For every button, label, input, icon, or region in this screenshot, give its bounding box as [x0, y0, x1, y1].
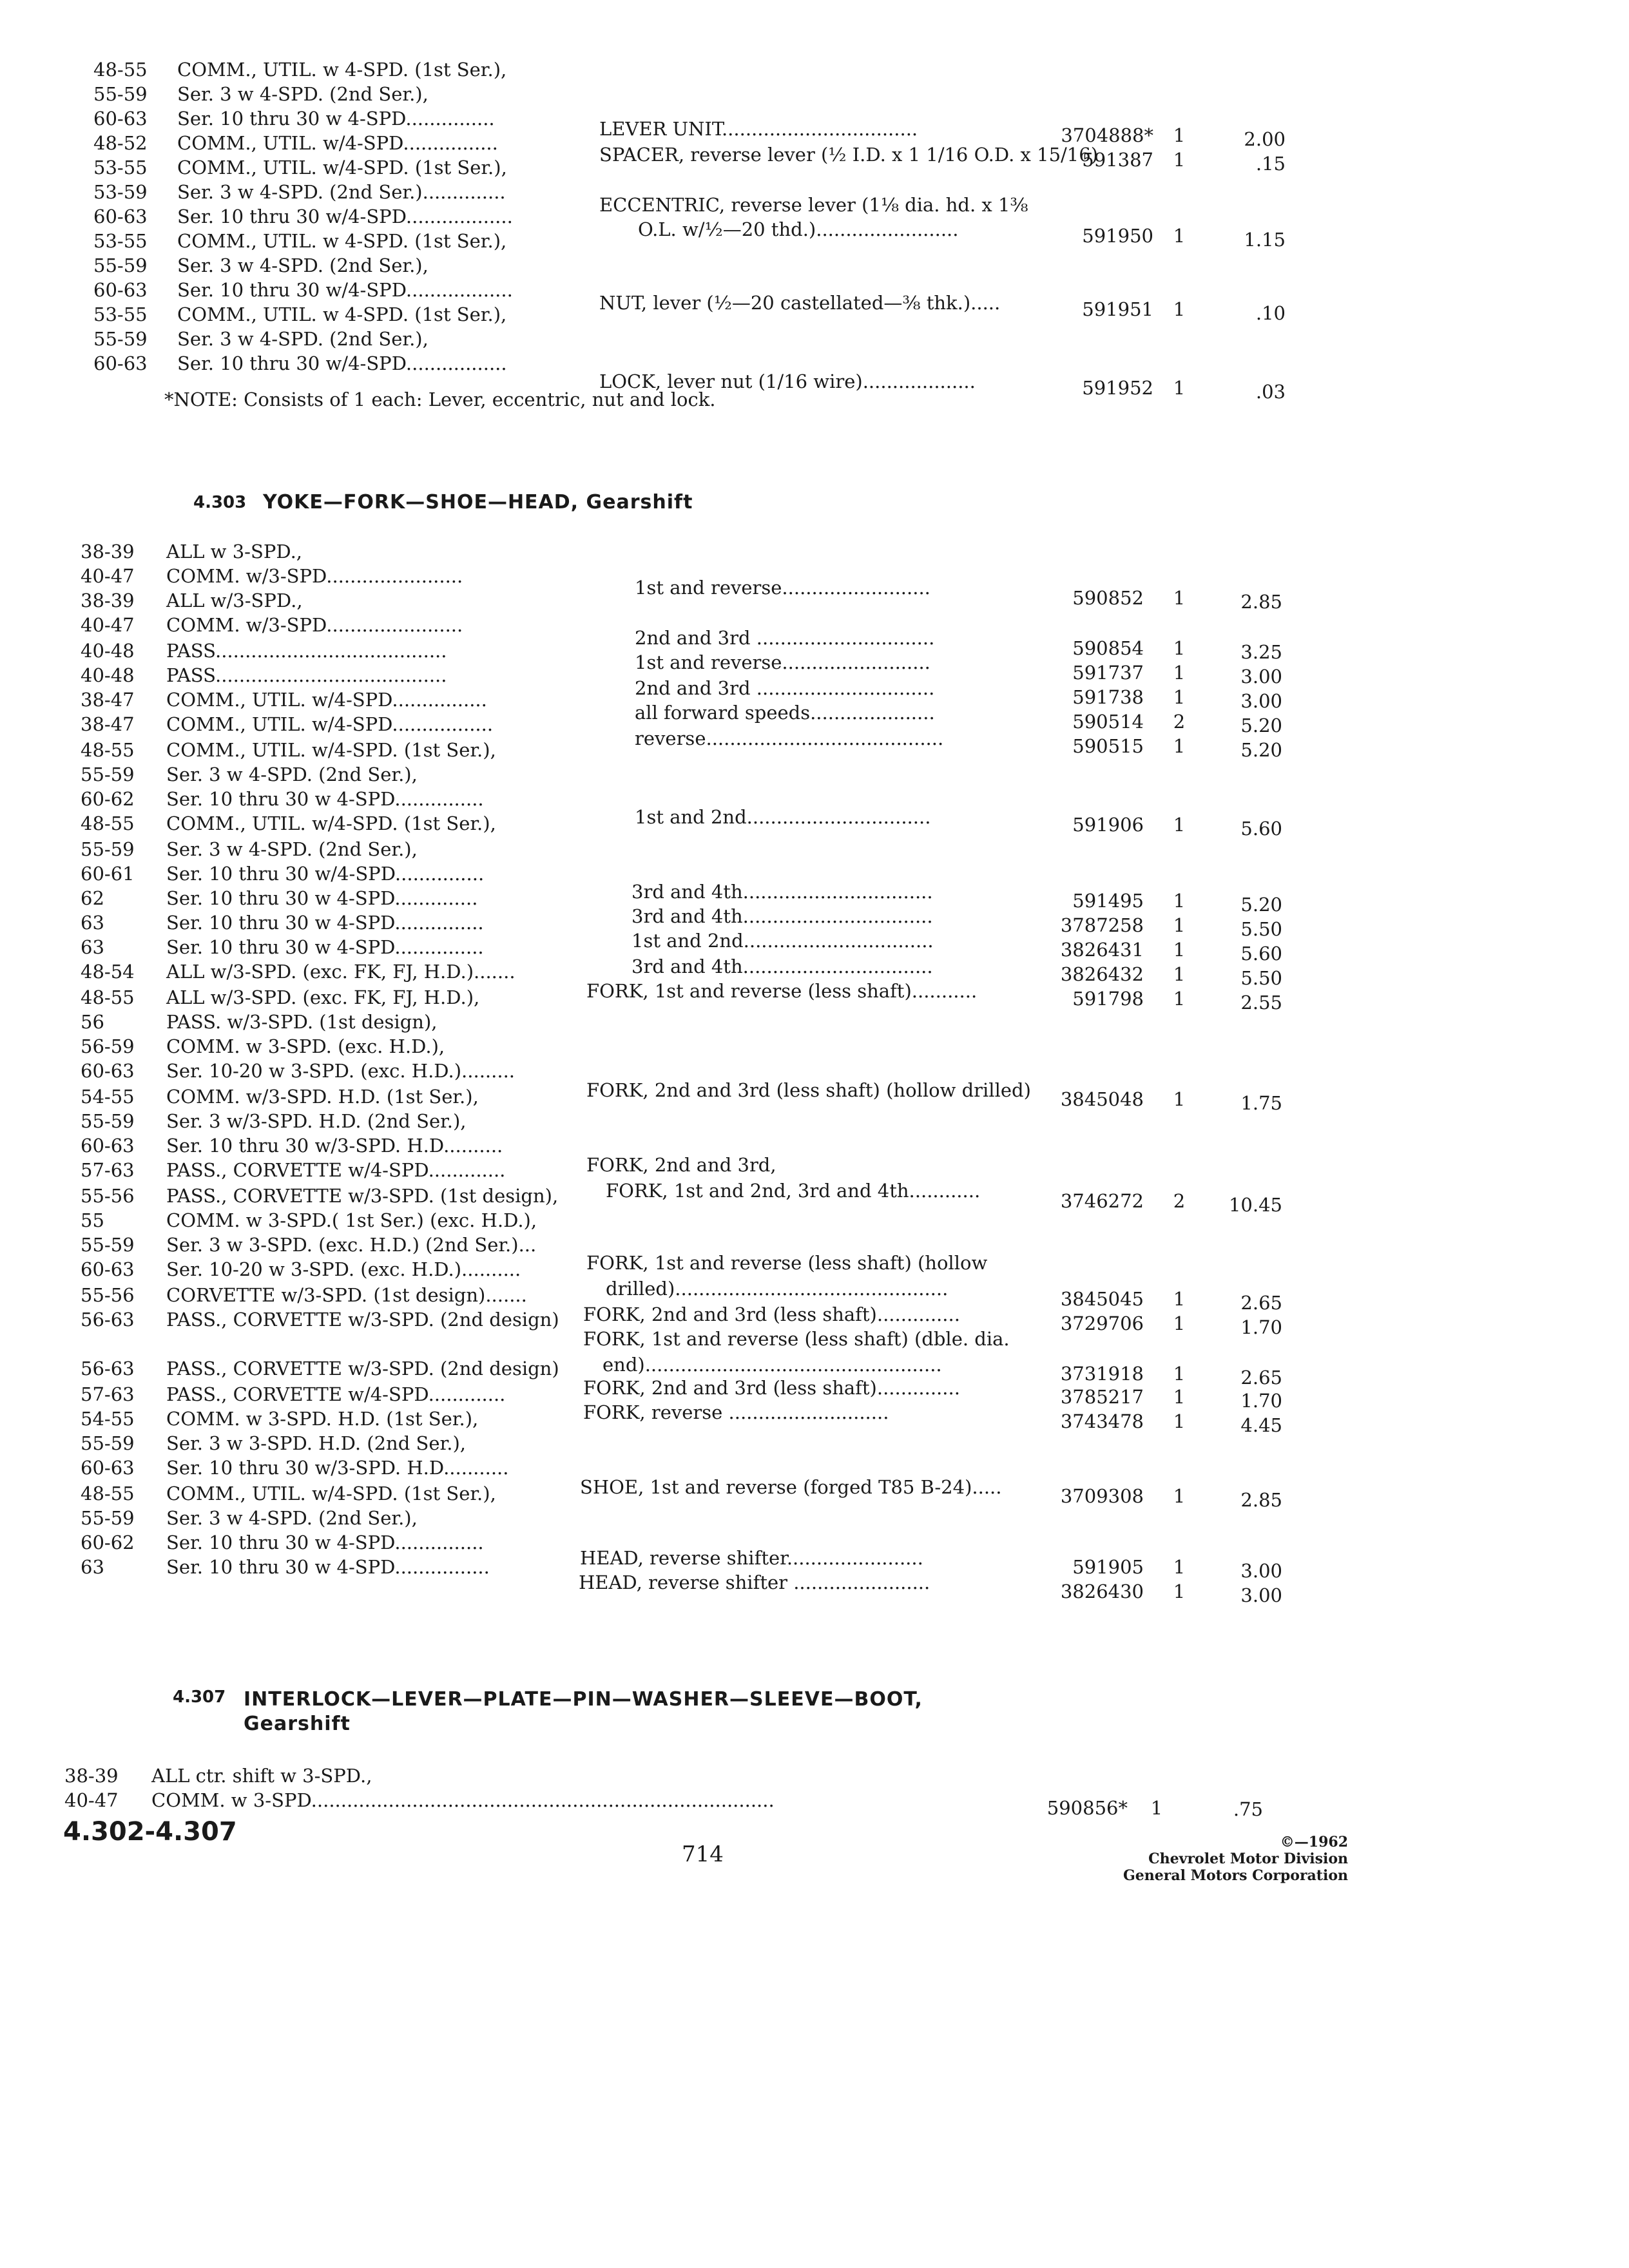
- application: Ser. 10 thru 30 w 4-SPD...............: [166, 1532, 484, 1553]
- part-number: 591387: [1082, 149, 1153, 171]
- part-description: FORK, 1st and reverse (less shaft)...........: [586, 980, 978, 1002]
- part-description: SHOE, 1st and reverse (forged T85 B-24).....: [580, 1476, 1002, 1498]
- part-number: 590515: [1072, 735, 1144, 757]
- part-description: SPACER, reverse lever (½ I.D. x 1 1/16 O.D. x 15/16): [599, 144, 1099, 166]
- year-range: 38-47: [81, 713, 135, 735]
- copyright: ©—1962: [1280, 1834, 1348, 1850]
- part-description-cont: FORK, 1st and 2nd, 3rd and 4th............: [606, 1180, 981, 1202]
- application: PASS., CORVETTE w/3-SPD. (2nd design): [166, 1358, 559, 1379]
- part-number: 3826431: [1060, 939, 1144, 961]
- application: Ser. 10 thru 30 w/4-SPD.................: [177, 352, 507, 374]
- quantity: 1: [1173, 1288, 1186, 1310]
- year-range: 53-59: [93, 181, 148, 203]
- part-number: 590852: [1072, 587, 1144, 609]
- application: COMM., UTIL. w/4-SPD.................: [166, 713, 494, 735]
- application: COMM., UTIL. w 4-SPD. (1st Ser.),: [177, 303, 507, 325]
- price: 1.15: [1244, 229, 1286, 251]
- application: ALL ctr. shift w 3-SPD.,: [151, 1765, 372, 1787]
- year-range: 48-55: [81, 986, 135, 1008]
- year-range: 55: [81, 1209, 104, 1231]
- quantity: 1: [1173, 914, 1186, 936]
- price: .03: [1255, 381, 1286, 403]
- year-range: 48-54: [81, 961, 135, 983]
- quantity: 1: [1173, 1312, 1186, 1334]
- part-description: HEAD, reverse shifter .......................: [579, 1571, 930, 1593]
- part-description-cont: O.L. w/½—20 thd.)........................: [638, 218, 959, 240]
- part-description: 2nd and 3rd ..............................: [635, 677, 935, 699]
- year-range: 60-63: [81, 1135, 135, 1157]
- application: Ser. 10 thru 30 w/3-SPD. H.D..........: [166, 1135, 503, 1157]
- quantity: 1: [1173, 298, 1186, 320]
- part-description: FORK, 2nd and 3rd (less shaft)..............: [583, 1377, 960, 1399]
- application: Ser. 10 thru 30 w/4-SPD...............: [166, 863, 485, 885]
- price: 2.55: [1240, 992, 1282, 1014]
- year-range: 55-59: [81, 1432, 135, 1454]
- application: Ser. 3 w 3-SPD. (exc. H.D.) (2nd Ser.)...: [166, 1234, 537, 1256]
- year-range: 48-55: [81, 1483, 135, 1504]
- quantity: 1: [1173, 637, 1186, 659]
- part-description: FORK, 2nd and 3rd (less shaft) (hollow drilled): [586, 1079, 1031, 1101]
- application: COMM. w 3-SPD. H.D. (1st Ser.),: [166, 1408, 479, 1430]
- year-range: 63: [81, 936, 104, 958]
- application: Ser. 10 thru 30 w 4-SPD...............: [166, 912, 484, 934]
- application: COMM., UTIL. w/4-SPD................: [166, 689, 487, 711]
- part-description: reverse........................................: [635, 727, 944, 749]
- price: 3.00: [1240, 1560, 1282, 1582]
- application: ALL w 3-SPD.,: [166, 541, 303, 562]
- part-number: 590514: [1072, 711, 1144, 733]
- part-description: LOCK, lever nut (1/16 wire)...................: [599, 370, 976, 392]
- application: COMM., UTIL. w 4-SPD. (1st Ser.),: [177, 59, 507, 81]
- application: Ser. 3 w 3-SPD. H.D. (2nd Ser.),: [166, 1432, 466, 1454]
- year-range: 53-55: [93, 303, 148, 325]
- year-range: 57-63: [81, 1159, 135, 1181]
- application: COMM., UTIL. w 4-SPD. (1st Ser.),: [177, 230, 507, 252]
- price: 2.65: [1240, 1367, 1282, 1389]
- price: 5.20: [1240, 739, 1282, 761]
- application: COMM. w 3-SPD..............................................................................: [151, 1789, 775, 1811]
- application: PASS., CORVETTE w/4-SPD.............: [166, 1159, 506, 1181]
- year-range: 54-55: [81, 1086, 135, 1108]
- price: 5.50: [1240, 918, 1282, 940]
- application: Ser. 10-20 w 3-SPD. (exc. H.D.).........: [166, 1060, 516, 1082]
- price: 5.60: [1240, 943, 1282, 965]
- part-number: 3746272: [1060, 1190, 1144, 1212]
- quantity: 1: [1173, 587, 1186, 609]
- year-range: 56-59: [81, 1035, 135, 1057]
- part-number: 591951: [1082, 298, 1153, 320]
- application: Ser. 10-20 w 3-SPD. (exc. H.D.)..........: [166, 1258, 521, 1280]
- application: Ser. 3 w 4-SPD. (2nd Ser.),: [177, 328, 429, 350]
- application: Ser. 3 w 4-SPD. (2nd Ser.),: [166, 838, 418, 860]
- part-number: 591798: [1072, 988, 1144, 1010]
- part-description: LEVER UNIT.................................: [599, 118, 918, 140]
- price: 4.45: [1240, 1414, 1282, 1436]
- application: COMM. w 3-SPD. (exc. H.D.),: [166, 1035, 445, 1057]
- part-description: FORK, 1st and reverse (less shaft) (dble. dia.: [583, 1328, 1010, 1350]
- quantity: 1: [1173, 890, 1186, 912]
- year-range: 60-61: [81, 863, 135, 885]
- quantity: 1: [1173, 1088, 1186, 1110]
- application: PASS., CORVETTE w/3-SPD. (2nd design): [166, 1309, 559, 1331]
- price: 5.20: [1240, 894, 1282, 916]
- year-range: 54-55: [81, 1408, 135, 1430]
- year-range: 60-63: [81, 1258, 135, 1280]
- part-number: 3731918: [1060, 1363, 1144, 1385]
- corporation-name: General Motors Corporation: [1123, 1867, 1348, 1884]
- part-description: HEAD, reverse shifter.......................: [580, 1547, 923, 1569]
- division-name: Chevrolet Motor Division: [1148, 1850, 1348, 1867]
- application: PASS., CORVETTE w/3-SPD. (1st design),: [166, 1185, 559, 1207]
- quantity: 1: [1173, 225, 1186, 247]
- year-range: 40-47: [64, 1789, 119, 1811]
- quantity: 1: [1173, 149, 1186, 171]
- price: 1.70: [1240, 1390, 1282, 1412]
- price: 1.70: [1240, 1316, 1282, 1338]
- part-description: FORK, 2nd and 3rd,: [586, 1154, 776, 1176]
- application: Ser. 10 thru 30 w 4-SPD..............: [166, 887, 478, 909]
- application: ALL w/3-SPD.,: [166, 590, 303, 611]
- year-range: 48-52: [93, 132, 148, 154]
- quantity: 1: [1150, 1797, 1163, 1819]
- application: Ser. 3 w 4-SPD. (2nd Ser.),: [177, 255, 429, 276]
- part-number: 590854: [1072, 637, 1144, 659]
- part-description: 3rd and 4th................................: [631, 881, 933, 903]
- part-number: 3845045: [1060, 1288, 1144, 1310]
- section-number: 4.307: [173, 1687, 226, 1707]
- year-range: 63: [81, 912, 104, 934]
- part-description: 3rd and 4th................................: [631, 905, 933, 927]
- quantity: 1: [1173, 1556, 1186, 1578]
- quantity: 2: [1173, 711, 1186, 733]
- application: Ser. 10 thru 30 w/4-SPD..................: [177, 279, 513, 301]
- application: PASS. w/3-SPD. (1st design),: [166, 1011, 438, 1033]
- part-description: 1st and 2nd...............................: [635, 806, 931, 828]
- year-range: 48-55: [81, 812, 135, 834]
- part-number: 591906: [1072, 814, 1144, 836]
- application: Ser. 10 thru 30 w/4-SPD..................: [177, 206, 513, 227]
- application: Ser. 10 thru 30 w 4-SPD...............: [166, 788, 484, 810]
- application: COMM. w/3-SPD.......................: [166, 614, 463, 636]
- year-range: 60-63: [93, 279, 148, 301]
- year-range: 55-59: [81, 1234, 135, 1256]
- quantity: 1: [1173, 124, 1186, 146]
- quantity: 1: [1173, 1485, 1186, 1507]
- part-description: 1st and reverse.........................: [635, 577, 930, 599]
- quantity: 1: [1173, 939, 1186, 961]
- quantity: 1: [1173, 1386, 1186, 1408]
- year-range: 55-56: [81, 1185, 135, 1207]
- year-range: 38-47: [81, 689, 135, 711]
- year-range: 60-63: [81, 1457, 135, 1479]
- price: .10: [1255, 302, 1286, 324]
- year-range: 55-59: [93, 328, 148, 350]
- year-range: 60-62: [81, 1532, 135, 1553]
- price: 5.60: [1240, 818, 1282, 840]
- section-title: YOKE—FORK—SHOE—HEAD, Gearshift: [263, 491, 693, 514]
- application: Ser. 3 w/3-SPD. H.D. (2nd Ser.),: [166, 1110, 467, 1132]
- year-range: 40-47: [81, 565, 135, 587]
- part-description: 1st and reverse.........................: [635, 651, 930, 673]
- part-number: 590856*: [1046, 1797, 1128, 1819]
- page-reference: 4.302-4.307: [63, 1817, 237, 1847]
- year-range: 40-48: [81, 640, 135, 662]
- quantity: 1: [1173, 1363, 1186, 1385]
- application: COMM. w/3-SPD.......................: [166, 565, 463, 587]
- application: Ser. 3 w 4-SPD. (2nd Ser.),: [166, 764, 418, 785]
- price: 10.45: [1228, 1194, 1282, 1216]
- year-range: 48-55: [81, 739, 135, 761]
- application: Ser. 10 thru 30 w/3-SPD. H.D...........: [166, 1457, 509, 1479]
- application: Ser. 10 thru 30 w 4-SPD...............: [177, 108, 495, 130]
- year-range: 38-39: [64, 1765, 119, 1787]
- quantity: 1: [1173, 1410, 1186, 1432]
- price: .75: [1233, 1798, 1263, 1820]
- quantity: 1: [1173, 377, 1186, 399]
- part-description-cont: drilled)..............................................: [606, 1278, 949, 1300]
- year-range: 53-55: [93, 230, 148, 252]
- year-range: 48-55: [93, 59, 148, 81]
- year-range: 55-59: [81, 764, 135, 785]
- price: 2.65: [1240, 1292, 1282, 1314]
- quantity: 1: [1173, 735, 1186, 757]
- quantity: 1: [1173, 963, 1186, 985]
- part-description: 2nd and 3rd ..............................: [635, 627, 935, 649]
- part-number: 3704888*: [1061, 124, 1153, 146]
- page-number: 714: [682, 1841, 724, 1867]
- part-number: 3845048: [1060, 1088, 1144, 1110]
- part-description: FORK, reverse ...........................: [583, 1401, 889, 1423]
- footnote: *NOTE: Consists of 1 each: Lever, eccentric, nut and lock.: [164, 389, 716, 410]
- price: .15: [1255, 153, 1286, 175]
- year-range: 40-48: [81, 664, 135, 686]
- section-title-cont: Gearshift: [244, 1713, 351, 1735]
- year-range: 55-59: [93, 255, 148, 276]
- year-range: 38-39: [81, 590, 135, 611]
- application: CORVETTE w/3-SPD. (1st design).......: [166, 1284, 527, 1306]
- year-range: 62: [81, 887, 104, 909]
- year-range: 60-63: [93, 108, 148, 130]
- part-number: 591905: [1072, 1556, 1144, 1578]
- application: ALL w/3-SPD. (exc. FK, FJ, H.D.).......: [166, 961, 516, 983]
- price: 1.75: [1240, 1092, 1282, 1114]
- price: 2.00: [1244, 128, 1286, 150]
- year-range: 56-63: [81, 1309, 135, 1331]
- section-title: INTERLOCK—LEVER—PLATE—PIN—WASHER—SLEEVE—BOOT,: [244, 1688, 923, 1711]
- price: 5.50: [1240, 967, 1282, 989]
- part-number: 591495: [1072, 890, 1144, 912]
- part-number: 3826430: [1060, 1581, 1144, 1602]
- year-range: 55-59: [93, 83, 148, 105]
- application: Ser. 10 thru 30 w 4-SPD................: [166, 1556, 490, 1578]
- year-range: 53-55: [93, 157, 148, 178]
- quantity: 1: [1173, 1581, 1186, 1602]
- application: ALL w/3-SPD. (exc. FK, FJ, H.D.),: [166, 986, 480, 1008]
- part-description: 1st and 2nd................................: [631, 930, 934, 952]
- part-number: 3743478: [1060, 1410, 1144, 1432]
- application: COMM., UTIL. w/4-SPD. (1st Ser.),: [166, 1483, 496, 1504]
- part-number: 3785217: [1060, 1386, 1144, 1408]
- application: PASS., CORVETTE w/4-SPD.............: [166, 1383, 506, 1405]
- year-range: 60-63: [93, 206, 148, 227]
- quantity: 1: [1173, 814, 1186, 836]
- price: 2.85: [1240, 591, 1282, 613]
- price: 5.20: [1240, 715, 1282, 736]
- year-range: 56-63: [81, 1358, 135, 1379]
- application: PASS.......................................: [166, 664, 447, 686]
- application: Ser. 3 w 4-SPD. (2nd Ser.),: [177, 83, 429, 105]
- year-range: 55-56: [81, 1284, 135, 1306]
- part-number: 3709308: [1060, 1485, 1144, 1507]
- section-number: 4.303: [193, 493, 247, 512]
- price: 3.25: [1240, 641, 1282, 663]
- part-number: 3826432: [1060, 963, 1144, 985]
- application: Ser. 3 w 4-SPD. (2nd Ser.),: [166, 1507, 418, 1529]
- part-description: 3rd and 4th................................: [631, 956, 933, 977]
- application: COMM. w/3-SPD. H.D. (1st Ser.),: [166, 1086, 479, 1108]
- year-range: 56: [81, 1011, 104, 1033]
- quantity: 1: [1173, 686, 1186, 708]
- year-range: 63: [81, 1556, 104, 1578]
- quantity: 1: [1173, 662, 1186, 684]
- year-range: 55-59: [81, 838, 135, 860]
- application: Ser. 3 w 4-SPD. (2nd Ser.)..............: [177, 181, 506, 203]
- part-description: ECCENTRIC, reverse lever (1⅛ dia. hd. x 1⅜: [599, 194, 1028, 216]
- year-range: 55-59: [81, 1507, 135, 1529]
- year-range: 38-39: [81, 541, 135, 562]
- application: COMM., UTIL. w/4-SPD. (1st Ser.),: [166, 739, 496, 761]
- part-number: 3729706: [1060, 1312, 1144, 1334]
- year-range: 60-62: [81, 788, 135, 810]
- year-range: 57-63: [81, 1383, 135, 1405]
- year-range: 55-59: [81, 1110, 135, 1132]
- part-description-cont: end)..................................................: [602, 1354, 942, 1376]
- price: 3.00: [1240, 1584, 1282, 1606]
- price: 3.00: [1240, 690, 1282, 712]
- part-description: FORK, 2nd and 3rd (less shaft)..............: [583, 1303, 960, 1325]
- application: COMM. w 3-SPD.( 1st Ser.) (exc. H.D.),: [166, 1209, 537, 1231]
- application: COMM., UTIL. w/4-SPD. (1st Ser.),: [166, 812, 496, 834]
- part-number: 591952: [1082, 377, 1153, 399]
- quantity: 2: [1173, 1190, 1186, 1212]
- quantity: 1: [1173, 988, 1186, 1010]
- part-number: 591950: [1082, 225, 1153, 247]
- application: PASS.......................................: [166, 640, 447, 662]
- application: COMM., UTIL. w/4-SPD. (1st Ser.),: [177, 157, 507, 178]
- part-description: all forward speeds.....................: [635, 702, 935, 724]
- price: 3.00: [1240, 666, 1282, 687]
- application: Ser. 10 thru 30 w 4-SPD...............: [166, 936, 484, 958]
- part-number: 591737: [1072, 662, 1144, 684]
- application: COMM., UTIL. w/4-SPD................: [177, 132, 498, 154]
- year-range: 60-63: [81, 1060, 135, 1082]
- part-description: NUT, lever (½—20 castellated—⅜ thk.).....: [599, 292, 1001, 314]
- year-range: 60-63: [93, 352, 148, 374]
- part-description: FORK, 1st and reverse (less shaft) (hollow: [586, 1252, 988, 1274]
- part-number: 3787258: [1060, 914, 1144, 936]
- price: 2.85: [1240, 1489, 1282, 1511]
- year-range: 40-47: [81, 614, 135, 636]
- part-number: 591738: [1072, 686, 1144, 708]
